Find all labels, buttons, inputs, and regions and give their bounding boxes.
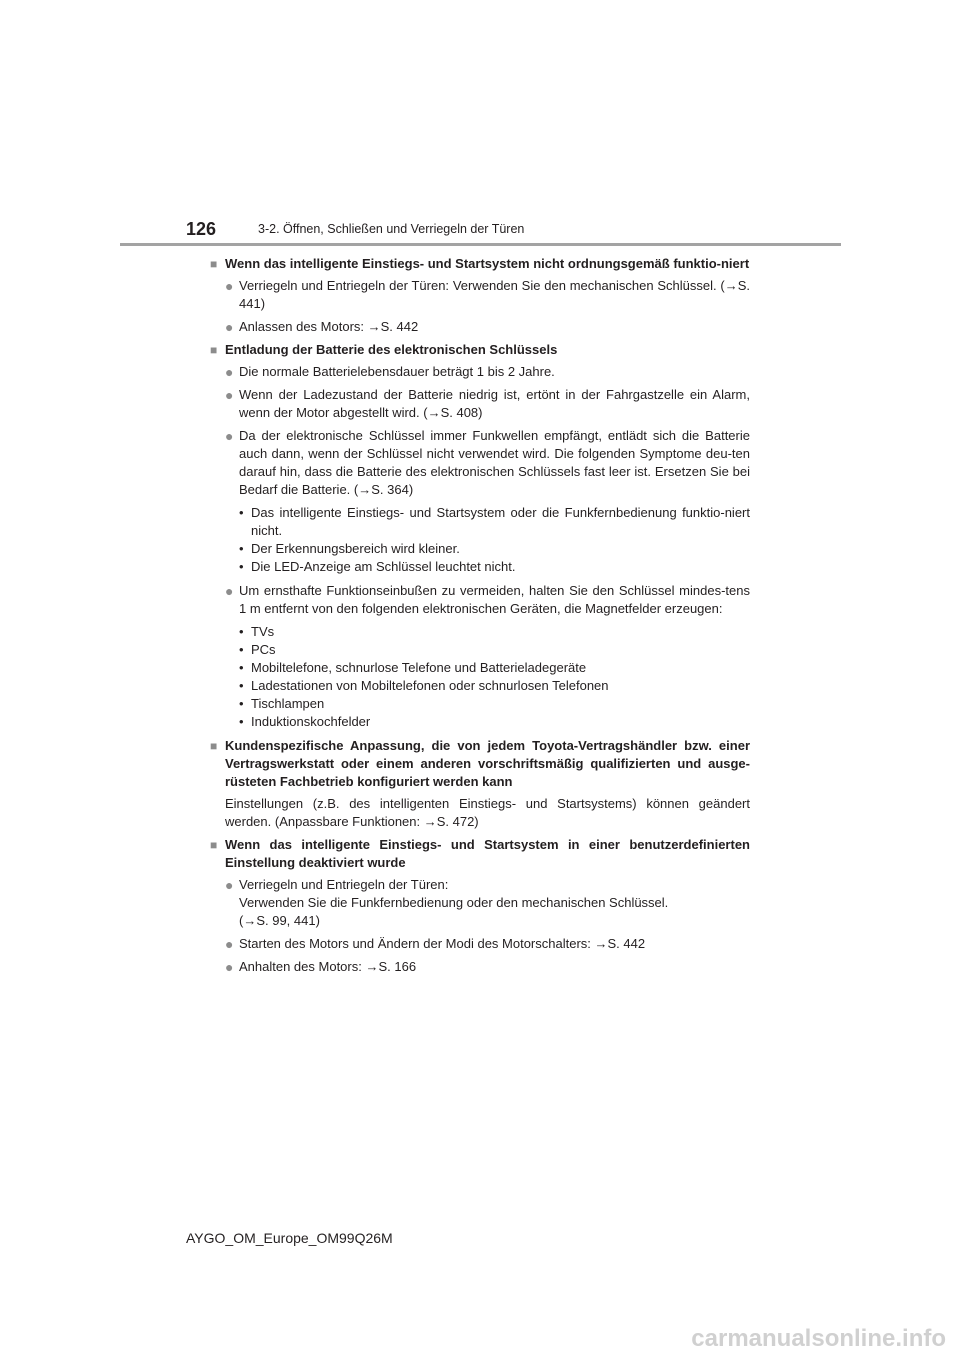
content xyxy=(210,255,750,981)
section-heading-text: Kundenspezifische Anpassung, die von jedem Toyota-Vertragshändler bzw. einer Vertragswerkstatt oder einem anderen vorschriftsmäßig qualifizierten und ausge-rüsteten Fachbetrieb konfiguriert werden kann xyxy=(225,738,750,789)
sub-list-text: Tischlampen xyxy=(251,696,325,711)
small-dot-icon: • xyxy=(239,505,244,520)
paragraph: Einstellungen (z.B. des intelligenten Einstiegs- und Startsystems) können geändert werden. (Anpassbare Funktionen: →S. 472) xyxy=(225,796,750,829)
sub-list-text: Induktionskochfelder xyxy=(251,714,371,729)
bullet-text: Anhalten des Motors: →S. 166 xyxy=(239,959,417,974)
small-dot-icon: • xyxy=(239,696,244,711)
watermark: carmanualsonline.info xyxy=(691,1325,946,1352)
sub-list-item xyxy=(239,558,750,576)
section-heading xyxy=(210,836,750,872)
bullet-text: Da der elektronische Schlüssel immer Funkwellen empfängt, entlädt sich die Batterie auch dann, wenn der Schlüssel nicht verwendet wird. Die folgenden Symptome deu-ten darauf hin, dass die Batterie des elektronischen Schlüssels fast leer ist. Ersetzen Sie bei Bedarf die Batterie. (→S. 364) xyxy=(239,428,750,497)
circle-bullet-icon: ● xyxy=(225,319,234,335)
section xyxy=(210,836,750,976)
bullet-item xyxy=(225,876,750,930)
circle-bullet-icon: ● xyxy=(225,583,234,599)
bullet-item xyxy=(225,582,750,618)
sub-list-text: Das intelligente Einstiegs- und Startsystem oder die Funkfernbedienung funktio-niert nicht. xyxy=(251,505,750,538)
sub-list-text: Ladestationen von Mobiltelefonen oder schnurlosen Telefonen xyxy=(251,678,609,693)
section-heading xyxy=(210,737,750,791)
circle-bullet-icon: ● xyxy=(225,936,234,952)
circle-bullet-icon: ● xyxy=(225,428,234,444)
section-heading-text: Entladung der Batterie des elektronischen Schlüssels xyxy=(225,342,558,357)
small-dot-icon: • xyxy=(239,678,244,693)
section xyxy=(210,737,750,831)
bullet-item xyxy=(225,958,750,976)
section-heading-text: Wenn das intelligente Einstiegs- und Startsystem in einer benutzerdefinierten Einstellung deaktiviert wurde xyxy=(225,837,750,870)
circle-bullet-icon: ● xyxy=(225,959,234,975)
chapter-title: 3-2. Öffnen, Schließen und Verriegeln der Türen xyxy=(258,222,525,236)
footer-doc-id: AYGO_OM_Europe_OM99Q26M xyxy=(186,1230,393,1246)
square-bullet-icon: ■ xyxy=(210,739,218,753)
square-bullet-icon: ■ xyxy=(210,838,218,852)
sub-list-text: TVs xyxy=(251,624,275,639)
section-heading xyxy=(210,341,750,359)
page-number: 126 xyxy=(186,219,217,239)
bullet-item xyxy=(225,363,750,381)
small-dot-icon: • xyxy=(239,559,244,574)
section xyxy=(210,341,750,731)
header-rule xyxy=(120,243,841,246)
circle-bullet-icon: ● xyxy=(225,278,234,294)
square-bullet-icon: ■ xyxy=(210,343,218,357)
bullet-item xyxy=(225,386,750,422)
sub-list-item xyxy=(239,504,750,540)
square-bullet-icon: ■ xyxy=(210,257,218,271)
sub-list-text: Mobiltelefone, schnurlose Telefone und Batterieladegeräte xyxy=(251,660,587,675)
circle-bullet-icon: ● xyxy=(225,364,234,380)
sub-list-item xyxy=(239,677,750,695)
sub-list-text: Der Erkennungsbereich wird kleiner. xyxy=(251,541,460,556)
section-heading xyxy=(210,255,750,273)
section xyxy=(210,255,750,336)
bullet-text: Anlassen des Motors: →S. 442 xyxy=(239,319,419,334)
bullet-text: Wenn der Ladezustand der Batterie niedrig ist, ertönt in der Fahrgastzelle ein Alarm, wenn der Motor abgestellt wird. (→S. 408) xyxy=(239,387,750,420)
sub-list-item xyxy=(239,540,750,558)
sub-list xyxy=(239,623,750,731)
small-dot-icon: • xyxy=(239,642,244,657)
bullet-item xyxy=(225,427,750,499)
section-heading-text: Wenn das intelligente Einstiegs- und Startsystem nicht ordnungsgemäß funktio-niert xyxy=(225,256,750,271)
bullet-item xyxy=(225,277,750,313)
sub-list-item xyxy=(239,695,750,713)
small-dot-icon: • xyxy=(239,624,244,639)
sub-list-item xyxy=(239,641,750,659)
sub-list-item xyxy=(239,623,750,641)
sub-list-text: Die LED-Anzeige am Schlüssel leuchtet nicht. xyxy=(251,559,516,574)
bullet-item xyxy=(225,935,750,953)
sub-list-item xyxy=(239,659,750,677)
bullet-item xyxy=(225,318,750,336)
small-dot-icon: • xyxy=(239,541,244,556)
sub-list-item xyxy=(239,713,750,731)
bullet-text: Um ernsthafte Funktionseinbußen zu vermeiden, halten Sie den Schlüssel mindes-tens 1 m entfernt von den folgenden elektronischen Geräten, die Magnetfelder erzeugen: xyxy=(239,583,750,616)
circle-bullet-icon: ● xyxy=(225,387,234,403)
small-dot-icon: • xyxy=(239,660,244,675)
circle-bullet-icon: ● xyxy=(225,877,234,893)
sub-list xyxy=(239,504,750,576)
bullet-text: Starten des Motors und Ändern der Modi des Motorschalters: →S. 442 xyxy=(239,936,646,951)
bullet-text: Verriegeln und Entriegeln der Türen: Verwenden Sie die Funkfernbedienung oder den mechanischen Schlüssel. (→S. 99, 441) xyxy=(239,877,669,928)
small-dot-icon: • xyxy=(239,714,244,729)
bullet-text: Die normale Batterielebensdauer beträgt 1 bis 2 Jahre. xyxy=(239,364,555,379)
bullet-text: Verriegeln und Entriegeln der Türen: Verwenden Sie den mechanischen Schlüssel. (→S. 441) xyxy=(239,278,750,311)
sub-list-text: PCs xyxy=(251,642,276,657)
